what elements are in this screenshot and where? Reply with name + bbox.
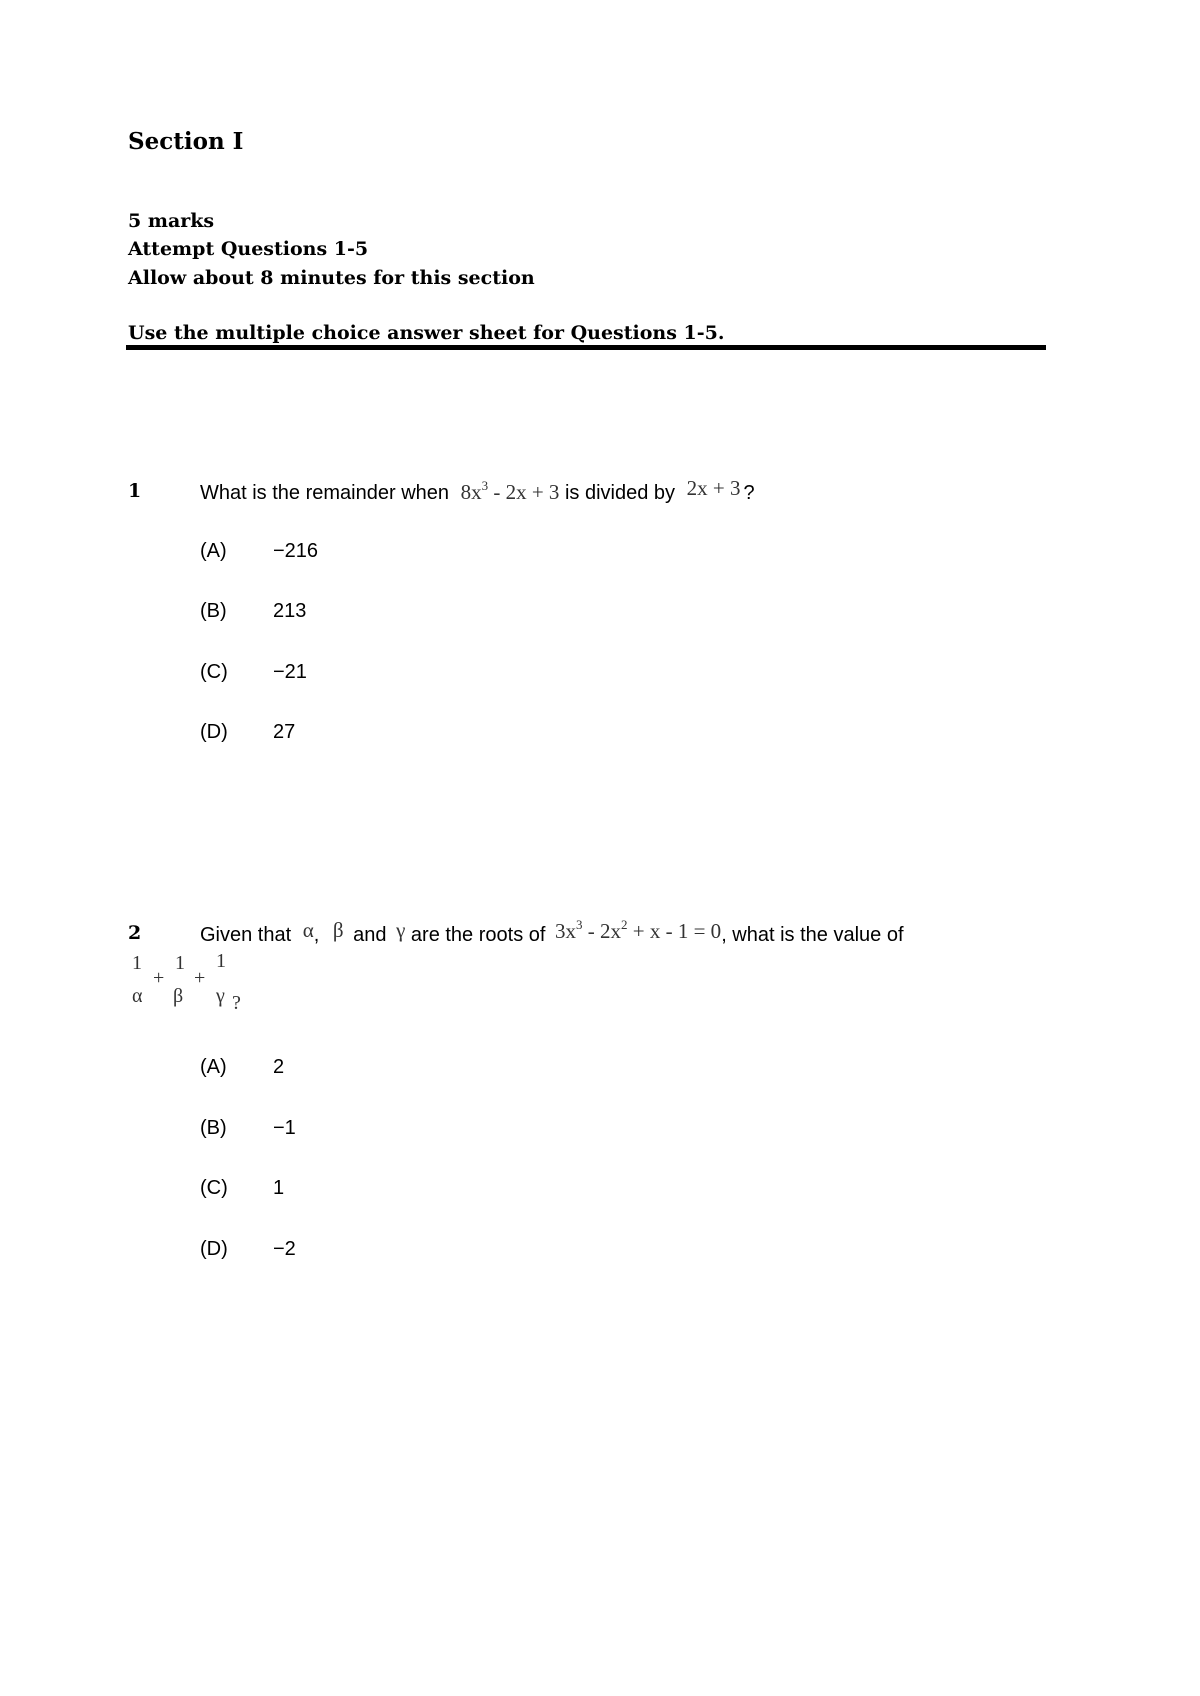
q2-equation: $3x^3 - 2x^2 + x - 1 = 0$ <box>555 917 722 943</box>
question-2-text <box>200 917 904 947</box>
question-1-number: 1 <box>128 480 142 502</box>
q1-text-mid: is divided by <box>564 482 676 504</box>
q1-option-c-letter: (C) <box>200 661 228 683</box>
q2-alpha: α <box>302 918 314 942</box>
section-instruction: Use the multiple choice answer sheet for Questions 1-5. <box>128 322 725 344</box>
q1-text-start: What is the remainder when <box>200 482 450 504</box>
frac3-denominator: γ <box>216 985 225 1007</box>
frac1-denominator: α <box>132 985 143 1007</box>
q2-option-b-letter: (B) <box>200 1117 227 1139</box>
frac3-numerator: 1 <box>216 950 226 972</box>
q1-option-b-letter: (B) <box>200 600 227 622</box>
q2-option-a-value: 2 <box>273 1056 285 1078</box>
q2-option-b-value: −1 <box>273 1117 296 1139</box>
q2-option-a-letter: (A) <box>200 1056 227 1078</box>
frac2-numerator: 1 <box>175 952 185 974</box>
section-attempt: Attempt Questions 1-5 <box>128 238 369 260</box>
q2-fraction-sum <box>128 952 268 1012</box>
q1-option-d-letter: (D) <box>200 721 228 743</box>
question-1-text <box>200 478 755 505</box>
frac-question-mark: ? <box>232 992 241 1014</box>
q2-text-end: , what is the value of <box>721 924 904 946</box>
question-2-number: 2 <box>128 922 142 944</box>
q1-option-d-value: 27 <box>273 721 296 743</box>
q2-option-c-letter: (C) <box>200 1177 228 1199</box>
q2-text-start: Given that <box>200 924 292 946</box>
q1-expr1: $8x^3 - 2x + 3$ <box>460 478 560 504</box>
section-time: Allow about 8 minutes for this section <box>128 267 535 289</box>
frac2-denominator: β <box>173 985 184 1007</box>
q2-option-d-letter: (D) <box>200 1238 228 1260</box>
q1-option-c-value: −21 <box>273 661 307 683</box>
q1-text-end: ? <box>743 482 755 504</box>
q1-option-a-letter: (A) <box>200 540 227 562</box>
section-title: Section I <box>128 128 244 155</box>
q2-option-c-value: 1 <box>273 1177 285 1199</box>
q1-expr2: 2x + 3 <box>686 476 741 500</box>
q1-option-a-value: −216 <box>273 540 319 562</box>
frac1-numerator: 1 <box>132 952 142 974</box>
q2-beta: β <box>332 918 344 942</box>
frac-plus-2: + <box>194 967 206 989</box>
frac-plus-1: + <box>153 967 165 989</box>
q2-gamma: γ <box>396 918 406 942</box>
section-divider <box>126 345 1046 350</box>
q2-and: and <box>353 924 387 946</box>
q2-comma: , <box>313 924 320 946</box>
q2-text-mid: are the roots of <box>410 924 546 946</box>
section-marks: 5 marks <box>128 210 215 232</box>
q1-option-b-value: 213 <box>273 600 307 622</box>
q2-option-d-value: −2 <box>273 1238 296 1260</box>
